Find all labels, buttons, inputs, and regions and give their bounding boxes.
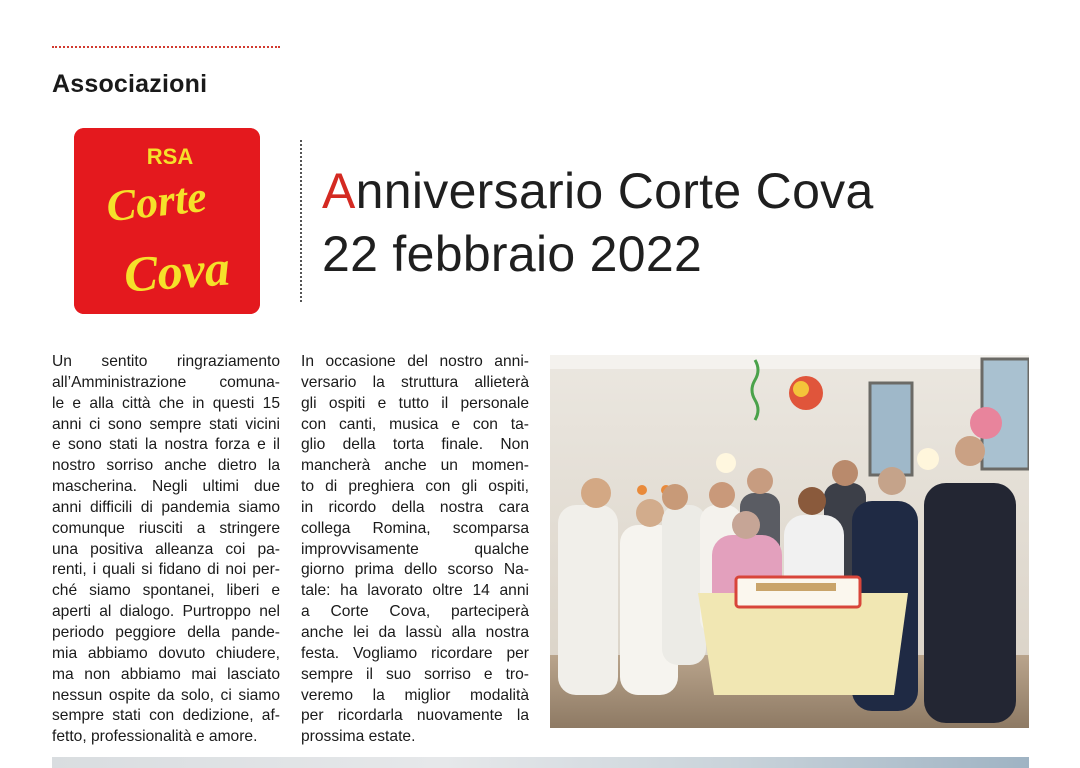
column-1-line: mia abbiamo dovuto chiudere, — [52, 644, 280, 662]
article-column-2 — [301, 352, 529, 748]
column-1-line: e sono stati la nostra forza e il — [52, 436, 280, 454]
headline-date: 22 febbraio 2022 — [322, 226, 703, 282]
column-1-line: renti, i quali si fidano di noi per- — [52, 561, 280, 579]
logo-cova-text: Cova — [122, 239, 232, 303]
article-column-1 — [52, 352, 280, 748]
column-2-line: mancherà anche un momen- — [301, 457, 529, 475]
column-2-line: prossima estate. — [301, 728, 416, 746]
column-2-line: per ricordarla nuovamente la — [301, 707, 529, 725]
column-2-line: festa. Vogliamo ricordare per — [301, 644, 529, 662]
column-2-line: collega Romina, scomparsa — [301, 519, 529, 537]
celebration-photo — [550, 355, 1029, 728]
column-2-line: veremo la miglior modalità — [301, 686, 529, 704]
vertical-divider — [300, 140, 302, 302]
column-1-line: nostro sorriso anche dietro la — [52, 457, 280, 475]
dotted-rule — [52, 46, 280, 48]
column-2-line: to di preghiera con gli ospiti, — [301, 478, 529, 496]
logo-mark — [74, 128, 260, 314]
column-1-line: Un sentito ringraziamento — [52, 353, 280, 370]
column-2-line: sempre il suo sorriso e tro- — [301, 665, 529, 683]
column-1-line: nessun ospite da solo, ci siamo — [52, 686, 280, 704]
article-headline — [322, 160, 1042, 286]
column-1-line: fetto, professionalità e amore. — [52, 728, 258, 746]
column-1-line: sempre stati con dedizione, af- — [52, 707, 280, 725]
headline-line-1 — [322, 160, 1042, 223]
column-2-line: In occasione del nostro anni- — [301, 353, 529, 370]
group-photo-illustration — [550, 355, 1029, 728]
column-1-line: all’Amministrazione comuna- — [52, 373, 280, 391]
column-2-line: tale: ha lavorato oltre 14 anni — [301, 582, 529, 600]
logo-corte-text: Corte — [104, 171, 209, 232]
column-1-line: le e alla città che in questi 15 — [52, 394, 280, 412]
column-1-line: mascherina. Negli ultimi due — [52, 478, 280, 496]
logo-rsa-text: RSA — [146, 144, 194, 169]
column-1-line: una positiva alleanza coi pa- — [52, 540, 280, 558]
column-2-line: improvvisamente qualche — [301, 540, 529, 558]
column-2-line: anche lei da lassù alla nostra — [301, 623, 529, 641]
column-1-line: aperti al dialogo. Purtroppo nel — [52, 603, 280, 621]
column-2-line: glio della torta finale. Non — [301, 436, 529, 454]
column-2-line: versario la struttura allieterà — [301, 373, 529, 391]
column-2-line: con canti, musica e con ta- — [301, 415, 529, 433]
headline-rest: nniversario Corte Cova — [355, 163, 874, 219]
rsa-corte-cova-logo — [74, 128, 260, 314]
column-2-line: in ricordo della nostra cara — [301, 498, 529, 516]
column-1-line: periodo peggiore della pande- — [52, 623, 280, 641]
column-1-line: comunque riusciti a stringere — [52, 519, 280, 537]
column-1-line: ché siamo spontanei, liberi e — [52, 582, 280, 600]
next-article-image-strip — [52, 757, 1029, 768]
column-1-line: anni difficili di pandemia siamo — [52, 498, 280, 516]
column-1-line: anni ci sono sempre stati vicini — [52, 415, 280, 433]
column-1-line: ma non abbiamo mai lasciato — [52, 665, 280, 683]
section-label: Associazioni — [52, 70, 208, 98]
column-2-line: a Corte Cova, parteciperà — [301, 603, 529, 621]
headline-initial: A — [322, 163, 356, 219]
column-2-line: gli ospiti e tutto il personale — [301, 394, 529, 412]
column-2-line: giorno prima dello scorso Na- — [301, 561, 529, 579]
